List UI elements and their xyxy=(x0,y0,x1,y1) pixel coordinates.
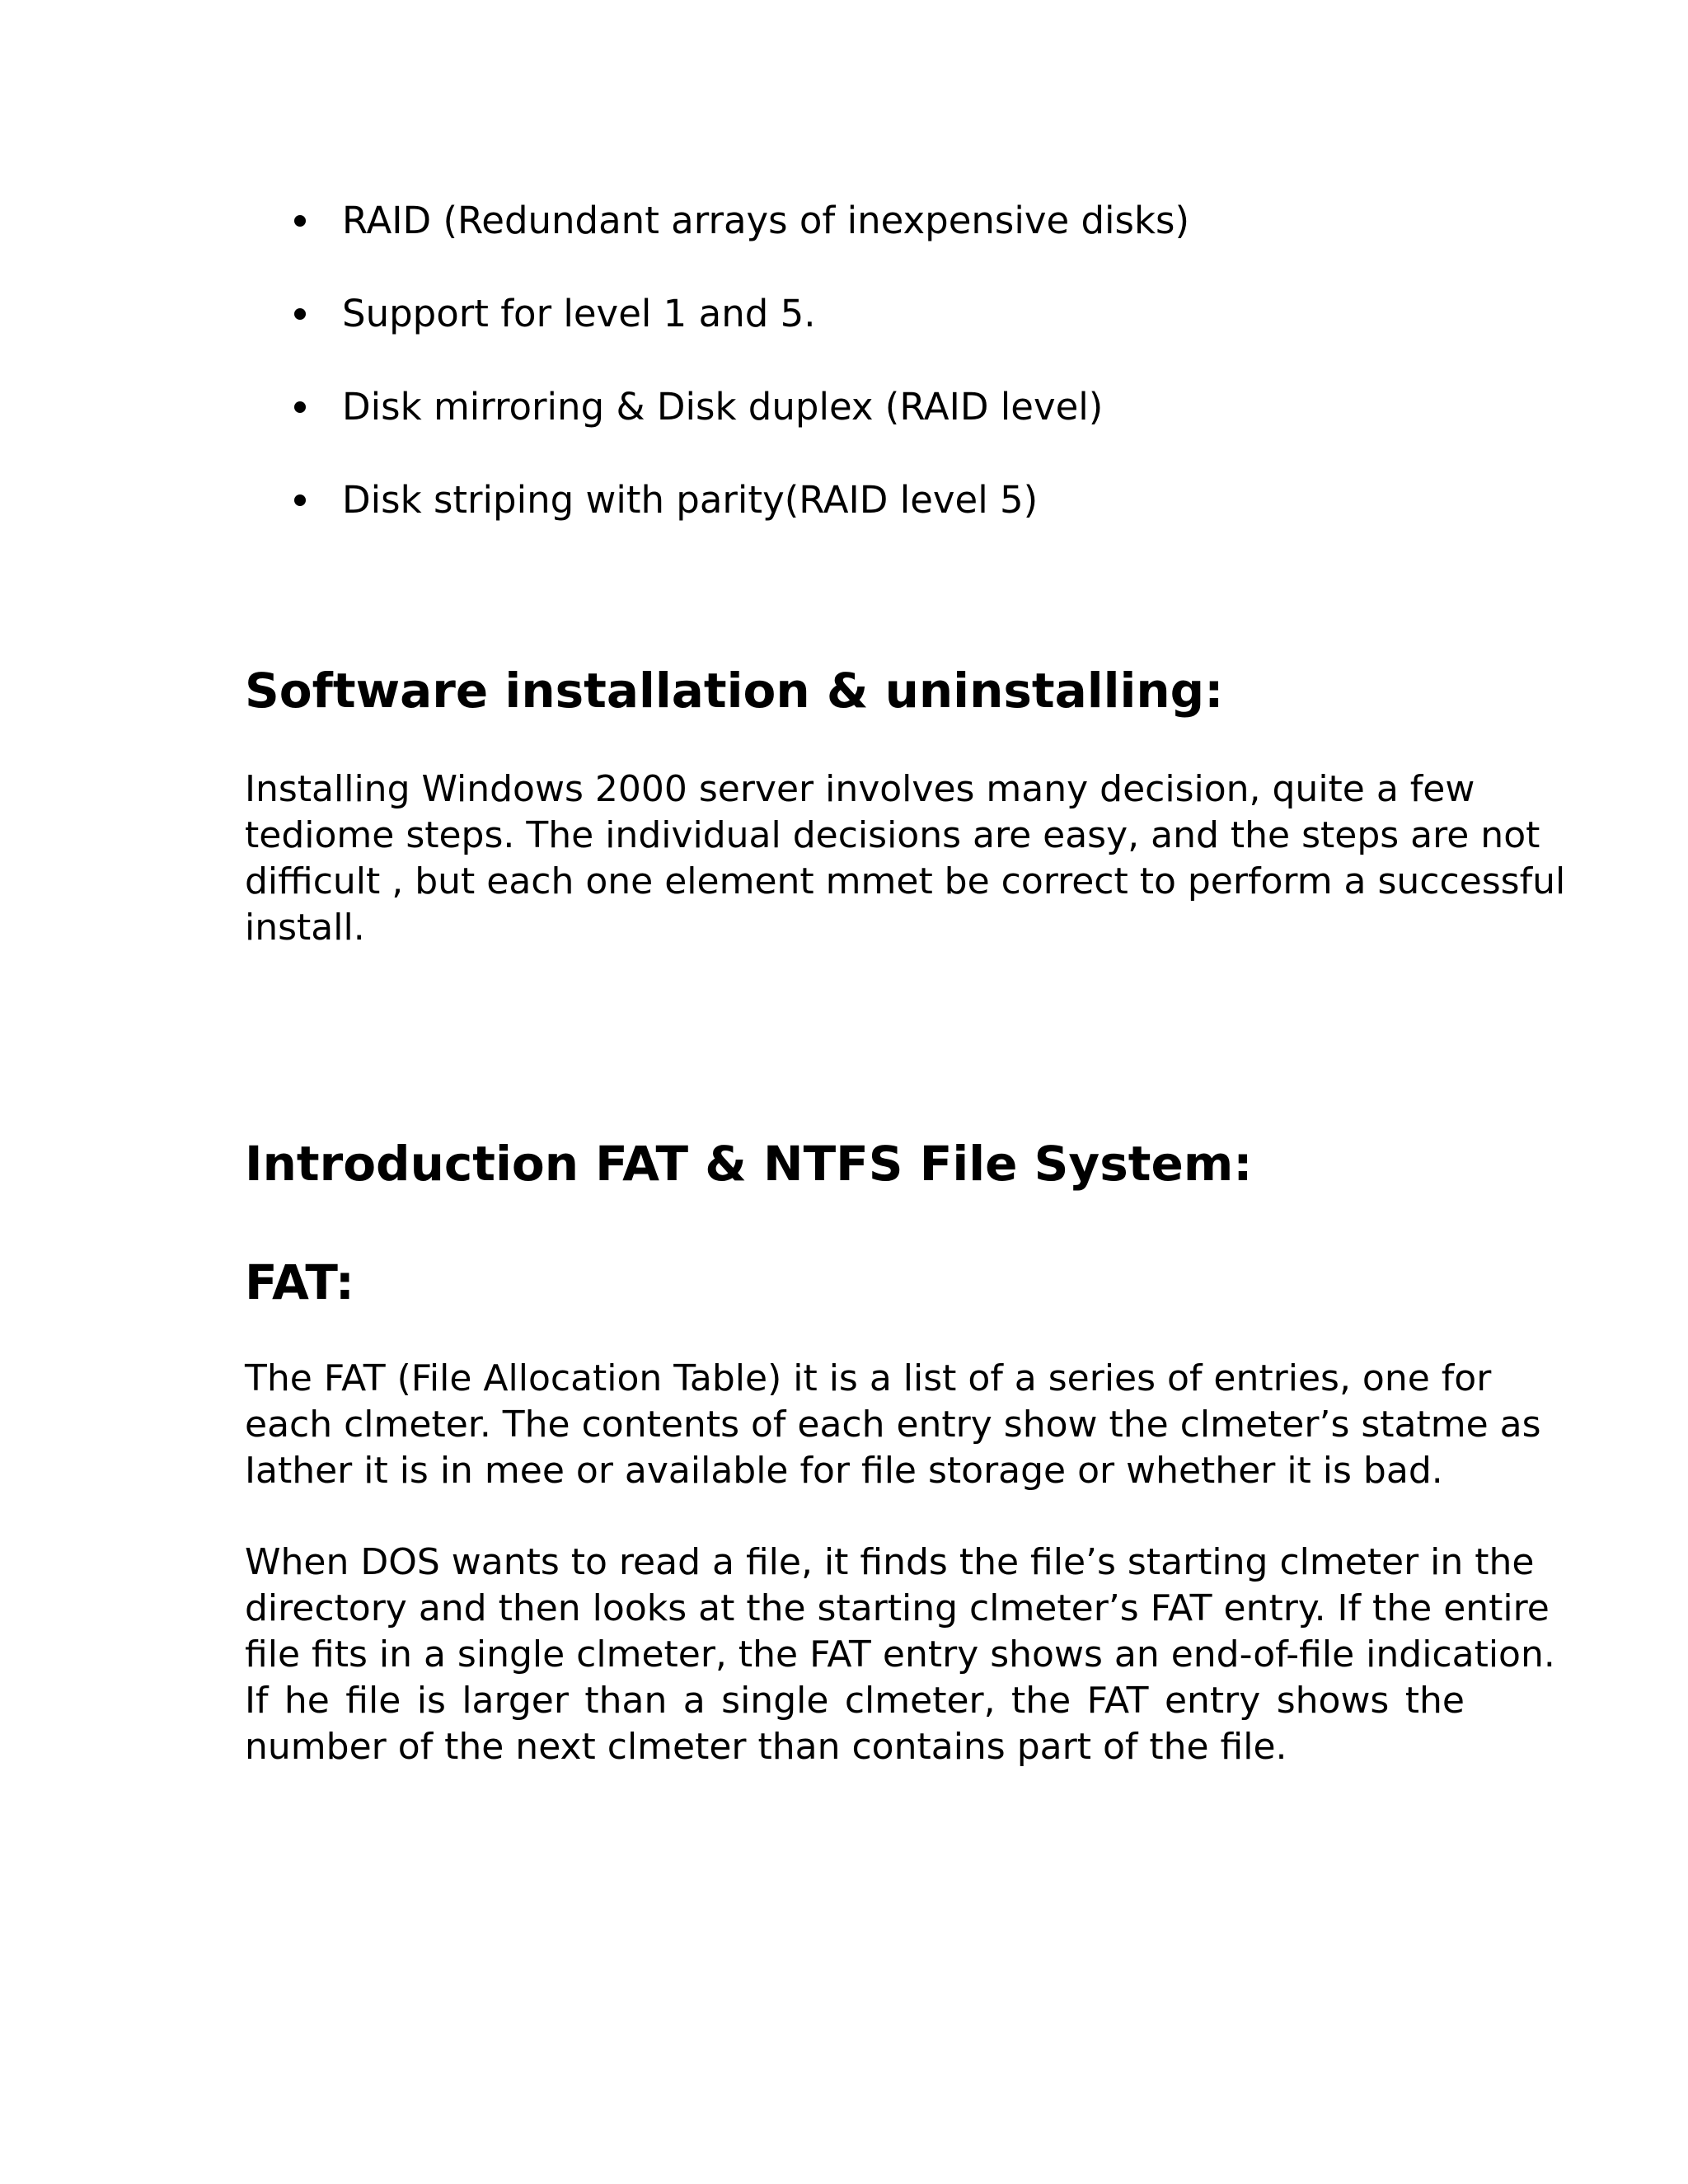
bullet-dot-icon xyxy=(294,308,306,320)
bullet-item xyxy=(293,196,1529,246)
paragraph-line: number of the next clmeter than contains part of the file. xyxy=(245,1726,1287,1768)
bullet-item xyxy=(293,289,1529,339)
bullet-item xyxy=(293,476,1529,525)
software-heading: Software installation & uninstalling: xyxy=(245,663,1224,719)
raid-bullet-list xyxy=(293,196,1529,569)
bullet-dot-icon xyxy=(294,401,306,413)
fat-paragraph-2 xyxy=(245,1540,1555,1770)
fat-paragraph-1 xyxy=(245,1356,1541,1494)
bullet-dot-icon xyxy=(294,494,306,506)
paragraph-line: file fits in a single clmeter, the FAT entry shows an end-of-file indication. xyxy=(245,1633,1555,1675)
intro-heading: Introduction FAT & NTFS File System: xyxy=(245,1136,1253,1192)
bullet-text: Support for level 1 and 5. xyxy=(342,292,816,335)
paragraph-line: Iather it is in mee or available for file storage or whether it is bad. xyxy=(245,1450,1443,1492)
paragraph-line: When DOS wants to read a file, it finds the file’s starting clmeter in the xyxy=(245,1541,1535,1583)
paragraph-line: difficult , but each one element mmet be correct to perform a successful xyxy=(245,860,1566,902)
fat-heading: FAT: xyxy=(245,1254,354,1310)
paragraph-line: The FAT (File Allocation Table) it is a list of a series of entries, one for xyxy=(245,1357,1492,1399)
bullet-text: Disk mirroring & Disk duplex (RAID level) xyxy=(342,385,1104,429)
paragraph-line: tediome steps. The individual decisions are easy, and the steps are not xyxy=(245,814,1540,856)
bullet-text: Disk striping with parity(RAID level 5) xyxy=(342,478,1039,522)
bullet-text: RAID (Redundant arrays of inexpensive disks) xyxy=(342,199,1190,242)
bullet-item xyxy=(293,382,1529,432)
paragraph-line: Installing Windows 2000 server involves many decision, quite a few xyxy=(245,768,1475,810)
paragraph-line: install. xyxy=(245,907,365,949)
paragraph-line: If he file is larger than a single clmeter, the FAT entry shows the xyxy=(245,1680,1465,1722)
paragraph-line: each clmeter. The contents of each entry show the clmeter’s statme as xyxy=(245,1404,1541,1446)
software-paragraph xyxy=(245,766,1566,951)
bullet-dot-icon xyxy=(294,215,306,227)
paragraph-line: directory and then looks at the starting clmeter’s FAT entry. If the entire xyxy=(245,1587,1550,1629)
